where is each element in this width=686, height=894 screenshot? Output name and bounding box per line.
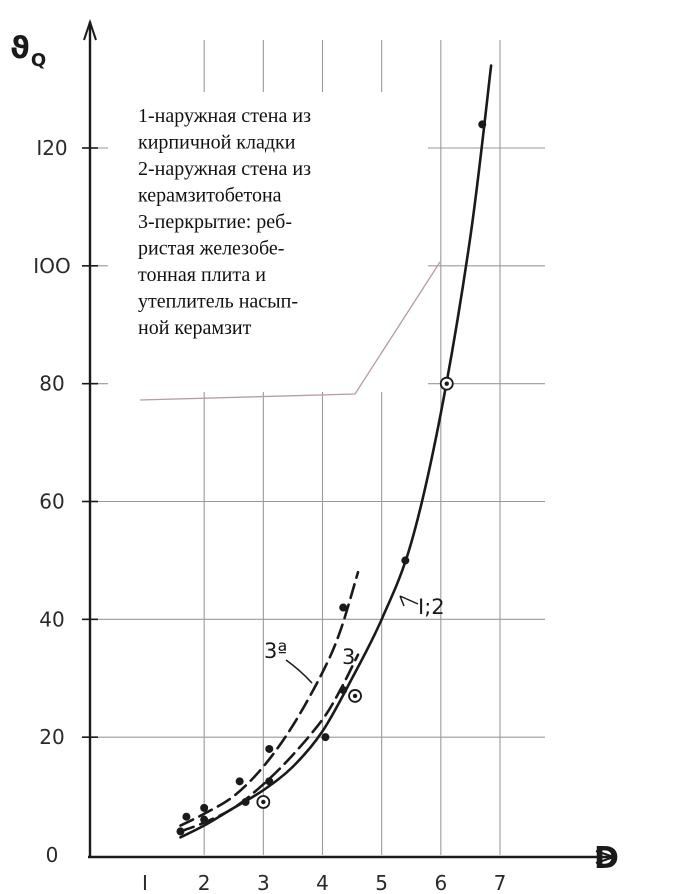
data-point xyxy=(478,120,486,128)
legend xyxy=(108,92,440,400)
legend-line: ной керамзит xyxy=(138,317,252,339)
data-point xyxy=(265,745,273,753)
data-point xyxy=(339,604,347,612)
data-point xyxy=(200,804,208,812)
x-tick-label: 4 xyxy=(316,871,329,894)
legend-line: утеплитель насып- xyxy=(138,290,298,313)
y-tick-label: 20 xyxy=(39,725,65,750)
x-tick-label: 5 xyxy=(375,871,389,894)
y-ticks xyxy=(33,136,98,867)
x-ticks xyxy=(142,871,506,894)
data-point xyxy=(242,798,250,806)
x-tick-label: 2 xyxy=(197,871,211,894)
series-label-i2-pointer xyxy=(400,596,418,606)
legend-text xyxy=(138,105,311,339)
data-point xyxy=(236,777,244,785)
y-tick-label: 40 xyxy=(39,607,65,632)
y-tick-label: 80 xyxy=(39,371,65,396)
curve-labels xyxy=(264,595,445,683)
series-label-3: 3 xyxy=(342,645,356,669)
legend-line: 3-перкрытие: реб- xyxy=(138,211,292,233)
x-axis-title: D xyxy=(594,841,619,876)
legend-line: ристая железобе- xyxy=(138,237,285,260)
legend-line: керамзитобетона xyxy=(138,184,282,207)
legend-line: кирпичной кладки xyxy=(138,131,296,154)
legend-line: тонная плита и xyxy=(138,264,266,286)
data-point-center xyxy=(261,800,265,804)
y-tick-label: I20 xyxy=(36,136,68,160)
data-point xyxy=(401,556,409,564)
y-tick-label: IOO xyxy=(33,253,71,278)
data-point xyxy=(182,813,190,821)
data-point xyxy=(339,686,347,694)
series-label-i2: I;2 xyxy=(418,595,445,619)
x-tick-label: 6 xyxy=(434,871,448,894)
data-point xyxy=(265,777,273,785)
y-tick-label: 0 xyxy=(45,843,59,867)
x-tick-label: I xyxy=(142,871,148,894)
legend-line: 1-наружная стена из xyxy=(138,105,311,127)
data-point-center xyxy=(353,694,357,698)
series-label-3a: 3ª xyxy=(264,639,288,663)
data-point-center xyxy=(445,381,449,385)
x-tick-label: 3 xyxy=(256,871,270,894)
y-tick-label: 60 xyxy=(39,489,65,514)
series-label-3a-pointer xyxy=(286,660,312,683)
legend-line: 2-наружная стена из xyxy=(138,158,311,180)
y-axis-title: $ϑ_Q$ xyxy=(10,31,47,71)
data-point xyxy=(321,733,329,741)
x-tick-label: 7 xyxy=(493,871,507,894)
